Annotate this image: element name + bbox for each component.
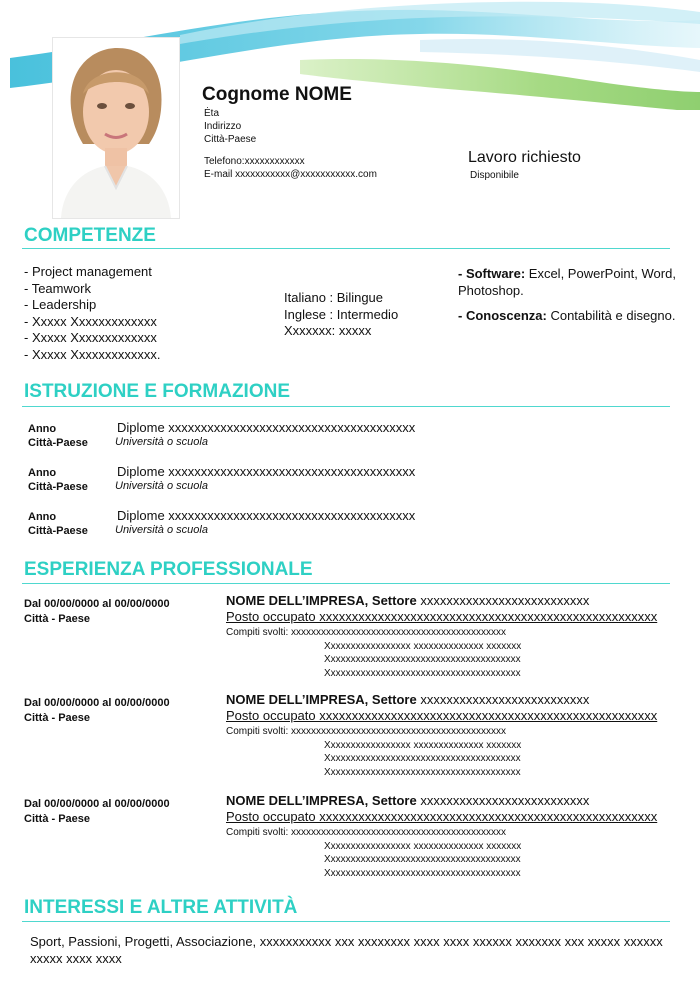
task-line: Xxxxxxxxxxxxxxxxx xxxxxxxxxxxxxx xxxxxxx [324,739,522,751]
knowledge-text: Contabilità e disegno. [546,308,676,323]
experience-tasks [226,826,521,880]
language-item: Italiano : Bilingue [284,290,384,305]
company-name: NOME DELL’IMPRESA, Settore [226,692,417,707]
skill-item: - Xxxxx Xxxxxxxxxxxxx. [24,346,161,362]
education-date [28,510,88,538]
task-line: Xxxxxxxxxxxxxxxxxxxxxxxxxxxxxxxxxxxxxxx [324,854,521,865]
skill-item: - Xxxxx Xxxxxxxxxxxxx [24,313,157,329]
skills-list [24,264,161,363]
availability-label: Disponibile [470,170,519,181]
experience-item [24,793,684,892]
section-divider [22,406,670,407]
job-title: Lavoro richiesto [468,149,581,166]
task-line: Xxxxxxxxxxxxxxxxxxxxxxxxxxxxxxxxxxxxxxx [324,867,521,879]
experience-post: Posto occupato xxxxxxxxxxxxxxxxxxxxxxxxxxxxxxxxxxxxxxxxxxxxxxxxxxxx [226,809,658,824]
languages-list [284,290,398,340]
knowledge-line [458,307,680,324]
experience-city: Città - Paese [24,613,91,625]
task-line: Compiti svolti: xxxxxxxxxxxxxxxxxxxxxxxxxxxxxxxxxxxxxxxxxxx [226,726,507,737]
email-label: E-mail xxxxxxxxxxx@xxxxxxxxxxx.com [204,169,377,180]
section-title-interessi: INTERESSI E ALTRE ATTIVITÀ [24,897,298,918]
language-item: Inglese : Intermedio [284,306,399,322]
task-line: Xxxxxxxxxxxxxxxxxxxxxxxxxxxxxxxxxxxxxxx [324,667,521,679]
section-title-competenze: COMPETENZE [24,225,156,246]
address-label: Indirizzo [204,121,242,132]
task-line: Xxxxxxxxxxxxxxxxx xxxxxxxxxxxxxx xxxxxxx [324,640,522,652]
section-title-esperienza: ESPERIENZA PROFESSIONALE [24,559,313,580]
knowledge-label: - Conoscenza: [458,308,547,323]
software-label: - Software: [458,266,526,281]
education-school: Università o scuola [115,436,208,448]
education-item [28,510,668,540]
experience-post: Posto occupato xxxxxxxxxxxxxxxxxxxxxxxxxxxxxxxxxxxxxxxxxxxxxxxxxxxx [226,708,658,723]
experience-city: Città - Paese [24,712,91,724]
experience-dates: Dal 00/00/0000 al 00/00/0000 [24,697,170,709]
experience-tasks [226,725,521,779]
candidate-name: Cognome NOME [202,84,352,105]
city-label: Città-Paese [204,134,257,145]
skill-item: - Leadership [24,297,97,312]
experience-city: Città - Paese [24,813,91,825]
task-line: Compiti svolti: xxxxxxxxxxxxxxxxxxxxxxxxxxxxxxxxxxxxxxxxxxx [226,627,507,638]
task-line: Xxxxxxxxxxxxxxxxxxxxxxxxxxxxxxxxxxxxxxx [324,753,521,764]
software-text: Excel, PowerPoint, Word, Photoshop. [458,266,676,298]
education-diploma: Diplome xxxxxxxxxxxxxxxxxxxxxxxxxxxxxxxxxxxxxx [117,508,416,523]
experience-date [24,696,170,726]
skill-item: - Xxxxx Xxxxxxxxxxxxx [24,330,157,345]
experience-tasks [226,626,521,680]
experience-dates: Dal 00/00/0000 al 00/00/0000 [24,598,170,610]
company-sector: xxxxxxxxxxxxxxxxxxxxxxxxxx [416,692,590,707]
experience-dates: Dal 00/00/0000 al 00/00/0000 [24,798,170,810]
experience-date [24,597,170,627]
education-city: Città-Paese [28,437,88,449]
education-school: Università o scuola [115,480,208,492]
skill-item: - Project management [24,264,152,279]
profile-photo [52,37,180,219]
contact-info [204,155,377,181]
section-title-istruzione: ISTRUZIONE E FORMAZIONE [24,381,290,402]
age-label: Ėta [204,108,220,119]
education-item [28,422,668,452]
education-city: Città-Paese [28,525,88,537]
skill-item: - Teamwork [24,280,91,296]
interests-text: Sport, Passioni, Progetti, Associazione, xxxxxxxxxxx xxx xxxxxxxx xxxx xxxx xxxxxx xxxxxxx xxx xxxxx xxxxxx xxxxx xxxx xxxx [30,934,663,966]
experience-date [24,797,170,827]
company-sector: xxxxxxxxxxxxxxxxxxxxxxxxxx [416,793,590,808]
education-year: Anno [28,423,57,435]
software-knowledge [458,265,680,324]
experience-company [226,593,589,608]
education-city: Città-Paese [28,481,88,493]
education-year: Anno [28,467,57,479]
education-date [28,466,88,494]
personal-info [204,107,256,146]
experience-item [24,692,684,791]
company-name: NOME DELL’IMPRESA, Settore [226,593,417,608]
education-diploma: Diplome xxxxxxxxxxxxxxxxxxxxxxxxxxxxxxxxxxxxxx [117,464,416,479]
phone-label: Telefono:xxxxxxxxxxxx [204,156,305,167]
education-year: Anno [28,511,57,523]
section-divider [22,248,670,249]
education-date [28,422,88,450]
section-divider [22,921,670,922]
education-school: Università o scuola [115,524,208,536]
education-diploma: Diplome xxxxxxxxxxxxxxxxxxxxxxxxxxxxxxxxxxxxxx [117,420,416,435]
task-line: Compiti svolti: xxxxxxxxxxxxxxxxxxxxxxxxxxxxxxxxxxxxxxxxxxx [226,827,507,838]
task-line: Xxxxxxxxxxxxxxxxxxxxxxxxxxxxxxxxxxxxxxx [324,766,521,778]
language-item: Xxxxxxx: xxxxx [284,323,372,338]
task-line: Xxxxxxxxxxxxxxxxx xxxxxxxxxxxxxx xxxxxxx [324,840,522,852]
experience-company [226,793,589,808]
experience-company [226,692,589,707]
software-line [458,265,680,299]
task-line: Xxxxxxxxxxxxxxxxxxxxxxxxxxxxxxxxxxxxxxx [324,654,521,665]
experience-post: Posto occupato xxxxxxxxxxxxxxxxxxxxxxxxxxxxxxxxxxxxxxxxxxxxxxxxxxxx [226,609,658,624]
education-item [28,466,668,496]
company-name: NOME DELL’IMPRESA, Settore [226,793,417,808]
section-divider [22,583,670,584]
company-sector: xxxxxxxxxxxxxxxxxxxxxxxxxx [416,593,590,608]
experience-item [24,593,684,692]
